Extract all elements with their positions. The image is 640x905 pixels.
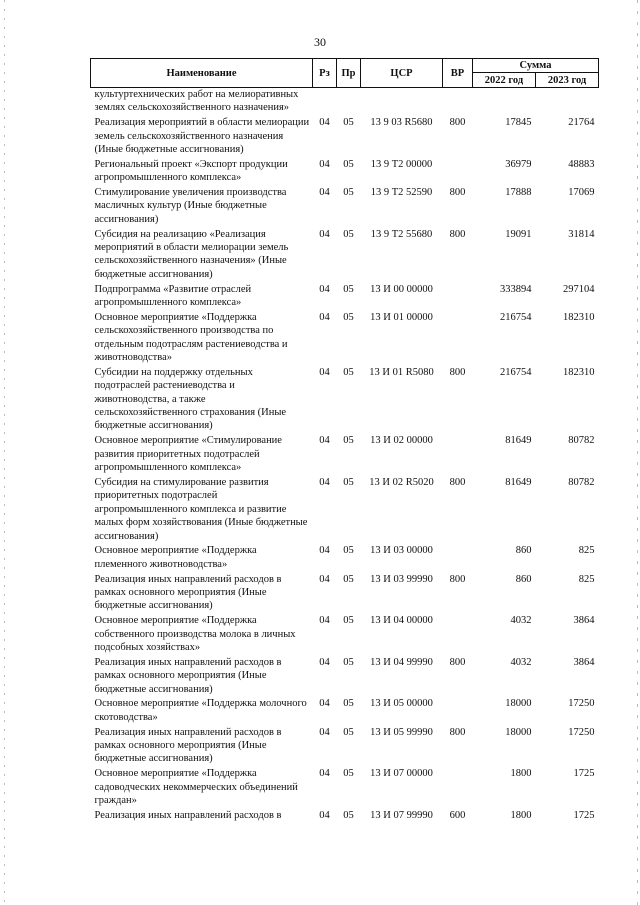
row-sum-2022: 860 bbox=[515, 545, 532, 557]
row-vr: 800 bbox=[449, 228, 466, 240]
header-csr: ЦСР bbox=[361, 59, 443, 88]
scan-left-edge bbox=[4, 0, 5, 905]
row-vr bbox=[443, 311, 473, 366]
row-pr: 05 bbox=[343, 698, 354, 710]
row-sum-2022: 4032 bbox=[510, 656, 532, 668]
row-sum-2023: 3864 bbox=[573, 656, 595, 668]
row-csr bbox=[361, 88, 443, 117]
row-vr: 800 bbox=[449, 573, 466, 585]
row-csr: 13 И 05 00000 bbox=[370, 698, 433, 710]
row-sum-2023: 825 bbox=[578, 573, 595, 585]
budget-table bbox=[90, 58, 599, 824]
row-sum-2023: 182310 bbox=[563, 366, 595, 378]
row-name: Региональный проект «Экспорт продукции агропромышленного комплекса» bbox=[94, 158, 288, 184]
table-row bbox=[91, 767, 599, 809]
row-csr: 13 9 03 R5680 bbox=[370, 117, 433, 129]
row-csr: 13 И 02 R5020 bbox=[369, 476, 434, 488]
row-sum-2023: 80782 bbox=[568, 435, 595, 447]
row-sum-2023: 31814 bbox=[568, 228, 595, 240]
row-pr: 05 bbox=[343, 228, 354, 240]
row-rz: 04 bbox=[319, 311, 330, 323]
row-rz: 04 bbox=[319, 698, 330, 710]
row-sum-2023: 17069 bbox=[568, 187, 595, 199]
row-rz: 04 bbox=[319, 366, 330, 378]
row-csr: 13 И 03 99990 bbox=[370, 573, 433, 585]
row-pr: 05 bbox=[343, 573, 354, 585]
header-rz: Рз bbox=[313, 59, 337, 88]
table-row bbox=[91, 158, 599, 186]
row-csr: 13 И 00 00000 bbox=[370, 283, 433, 295]
header-sum: Сумма bbox=[473, 59, 599, 73]
row-pr: 05 bbox=[343, 809, 354, 821]
table-header bbox=[91, 59, 599, 88]
row-csr: 13 9 Т2 55680 bbox=[370, 228, 433, 240]
row-name: Основное мероприятие «Поддержка племенного животноводства» bbox=[94, 545, 257, 570]
row-sum-2022: 17888 bbox=[505, 187, 532, 199]
row-name: Реализация иных направлений расходов в bbox=[94, 809, 282, 821]
row-sum-2022: 18000 bbox=[505, 698, 532, 710]
scan-right-edge bbox=[637, 0, 638, 905]
row-sum-2022: 4032 bbox=[510, 615, 532, 627]
row-sum-2022: 860 bbox=[515, 573, 532, 585]
header-name: Наименование bbox=[91, 59, 313, 88]
row-vr bbox=[443, 614, 473, 656]
row-sum-2022: 18000 bbox=[505, 726, 532, 738]
header-year-2022: 2022 год bbox=[473, 73, 536, 88]
header-year-2023: 2023 год bbox=[536, 73, 599, 88]
row-sum-2022: 81649 bbox=[505, 435, 532, 447]
row-name: Основное мероприятие «Поддержка сельскохозяйственного производства по отдельным подотраслям растениеводства и животноводства» bbox=[94, 311, 288, 364]
table-body bbox=[91, 88, 599, 824]
row-rz: 04 bbox=[319, 476, 330, 488]
row-csr: 13 И 03 00000 bbox=[370, 545, 433, 557]
row-name: Реализация иных направлений расходов в рамках основного мероприятия (Иные бюджетные ассигнования) bbox=[94, 656, 282, 695]
row-pr: 05 bbox=[343, 187, 354, 199]
table-row bbox=[91, 366, 599, 434]
table-row bbox=[91, 656, 599, 698]
row-vr bbox=[443, 544, 473, 572]
row-csr: 13 И 04 99990 bbox=[370, 656, 433, 668]
row-vr: 800 bbox=[449, 726, 466, 738]
row-rz: 04 bbox=[319, 656, 330, 668]
row-sum-2023: 825 bbox=[578, 545, 595, 557]
row-csr: 13 9 Т2 52590 bbox=[370, 187, 433, 199]
row-name: культуртехнических работ на мелиоративных землях сельскохозяйственного назначения» bbox=[94, 89, 299, 114]
row-csr: 13 И 02 00000 bbox=[370, 435, 433, 447]
row-vr bbox=[443, 434, 473, 476]
table-row bbox=[91, 476, 599, 544]
row-pr: 05 bbox=[343, 615, 354, 627]
row-name: Основное мероприятие «Поддержка садоводческих некоммерческих объединений граждан» bbox=[94, 768, 298, 806]
row-csr: 13 И 07 99990 bbox=[370, 809, 433, 821]
table-row bbox=[91, 116, 599, 158]
row-csr: 13 И 04 00000 bbox=[370, 615, 433, 627]
row-pr bbox=[337, 88, 361, 117]
row-sum-2022: 1800 bbox=[510, 809, 532, 821]
row-sum-2022 bbox=[473, 88, 536, 117]
row-vr bbox=[443, 88, 473, 117]
row-vr: 800 bbox=[449, 476, 466, 488]
table-row bbox=[91, 434, 599, 476]
table-row bbox=[91, 283, 599, 311]
row-name: Реализация мероприятий в области мелиорации земель сельскохозяйственного назначения (Иные бюджетные ассигнования) bbox=[94, 117, 310, 156]
row-sum-2023: 80782 bbox=[568, 476, 595, 488]
row-rz bbox=[313, 88, 337, 117]
row-rz: 04 bbox=[319, 187, 330, 199]
row-pr: 05 bbox=[343, 283, 354, 295]
row-rz: 04 bbox=[319, 545, 330, 557]
row-sum-2023: 48883 bbox=[568, 158, 595, 170]
row-sum-2022: 333894 bbox=[500, 283, 532, 295]
row-name: Реализация иных направлений расходов в рамках основного мероприятия (Иные бюджетные ассигнования) bbox=[94, 573, 282, 612]
row-vr: 800 bbox=[449, 187, 466, 199]
row-name: Основное мероприятие «Поддержка собственного производства молока в личных подсобных хозяйствах» bbox=[94, 615, 296, 653]
header-pr: Пр bbox=[337, 59, 361, 88]
table-row bbox=[91, 614, 599, 656]
row-vr: 600 bbox=[449, 809, 466, 821]
row-name: Основное мероприятие «Поддержка молочного скотоводства» bbox=[94, 698, 307, 723]
row-name: Реализация иных направлений расходов в рамках основного мероприятия (Иные бюджетные ассигнования) bbox=[94, 726, 282, 765]
row-name: Подпрограмма «Развитие отраслей агропромышленного комплекса» bbox=[94, 283, 252, 309]
row-rz: 04 bbox=[319, 228, 330, 240]
row-csr: 13 И 01 R5080 bbox=[369, 366, 434, 378]
row-sum-2023: 3864 bbox=[573, 615, 595, 627]
row-rz: 04 bbox=[319, 117, 330, 129]
row-pr: 05 bbox=[343, 726, 354, 738]
row-sum-2022: 36979 bbox=[505, 158, 532, 170]
row-vr bbox=[443, 697, 473, 725]
row-pr: 05 bbox=[343, 435, 354, 447]
row-pr: 05 bbox=[343, 311, 354, 323]
row-sum-2023: 17250 bbox=[568, 698, 595, 710]
row-pr: 05 bbox=[343, 366, 354, 378]
row-pr: 05 bbox=[343, 768, 354, 780]
row-sum-2023: 297104 bbox=[563, 283, 595, 295]
row-rz: 04 bbox=[319, 726, 330, 738]
table-row bbox=[91, 809, 599, 824]
budget-table-container bbox=[90, 58, 598, 824]
row-csr: 13 9 Т2 00000 bbox=[370, 158, 433, 170]
row-name: Стимулирование увеличения производства масличных культур (Иные бюджетные ассигнования) bbox=[94, 187, 287, 225]
row-sum-2023: 182310 bbox=[563, 311, 595, 323]
row-sum-2022: 216754 bbox=[500, 311, 532, 323]
row-rz: 04 bbox=[319, 158, 330, 170]
row-sum-2022: 19091 bbox=[505, 228, 532, 240]
row-sum-2022: 216754 bbox=[500, 366, 532, 378]
table-row bbox=[91, 697, 599, 725]
row-name: Субсидия на реализацию «Реализация мероприятий в области мелиорации земель сельскохозяйственного назначения» (Иные бюджетные ассигнования) bbox=[94, 228, 289, 280]
row-name: Субсидия на стимулирование развития приоритетных подотраслей агропромышленного комплекса и развитие малых форм хозяйствования (Иные бюджетные ассигнования) bbox=[94, 476, 308, 542]
row-vr: 800 bbox=[449, 366, 466, 378]
row-csr: 13 И 01 00000 bbox=[370, 311, 433, 323]
page-number: 30 bbox=[314, 35, 326, 49]
row-vr bbox=[443, 283, 473, 311]
row-sum-2022: 17845 bbox=[505, 117, 532, 129]
row-sum-2023: 1725 bbox=[573, 768, 595, 780]
row-csr: 13 И 05 99990 bbox=[370, 726, 433, 738]
table-row bbox=[91, 186, 599, 228]
row-pr: 05 bbox=[343, 117, 354, 129]
row-sum-2023: 21764 bbox=[568, 117, 595, 129]
row-vr bbox=[443, 767, 473, 809]
row-pr: 05 bbox=[343, 476, 354, 488]
row-rz: 04 bbox=[319, 809, 330, 821]
table-row bbox=[91, 228, 599, 283]
row-name: Основное мероприятие «Стимулирование развития приоритетных подотраслей агропромышленного комплекса» bbox=[94, 435, 282, 474]
table-row bbox=[91, 573, 599, 615]
row-rz: 04 bbox=[319, 283, 330, 295]
row-vr bbox=[443, 158, 473, 186]
row-sum-2022: 1800 bbox=[510, 768, 532, 780]
row-vr: 800 bbox=[449, 656, 466, 668]
row-pr: 05 bbox=[343, 656, 354, 668]
row-pr: 05 bbox=[343, 545, 354, 557]
table-row bbox=[91, 726, 599, 768]
row-rz: 04 bbox=[319, 573, 330, 585]
row-sum-2022: 81649 bbox=[505, 476, 532, 488]
row-csr: 13 И 07 00000 bbox=[370, 768, 433, 780]
table-row bbox=[91, 311, 599, 366]
row-rz: 04 bbox=[319, 615, 330, 627]
header-vr: ВР bbox=[443, 59, 473, 88]
row-pr: 05 bbox=[343, 158, 354, 170]
table-row bbox=[91, 544, 599, 572]
row-name: Субсидии на поддержку отдельных подотраслей растениеводства и животноводства, а также сельскохозяйственного страхования (Иные бюджетные ассигнования) bbox=[94, 366, 287, 432]
row-sum-2023: 17250 bbox=[568, 726, 595, 738]
row-sum-2023: 1725 bbox=[573, 809, 595, 821]
row-rz: 04 bbox=[319, 435, 330, 447]
row-rz: 04 bbox=[319, 768, 330, 780]
row-sum-2023 bbox=[536, 88, 599, 117]
row-vr: 800 bbox=[449, 117, 466, 129]
table-row bbox=[91, 88, 599, 117]
